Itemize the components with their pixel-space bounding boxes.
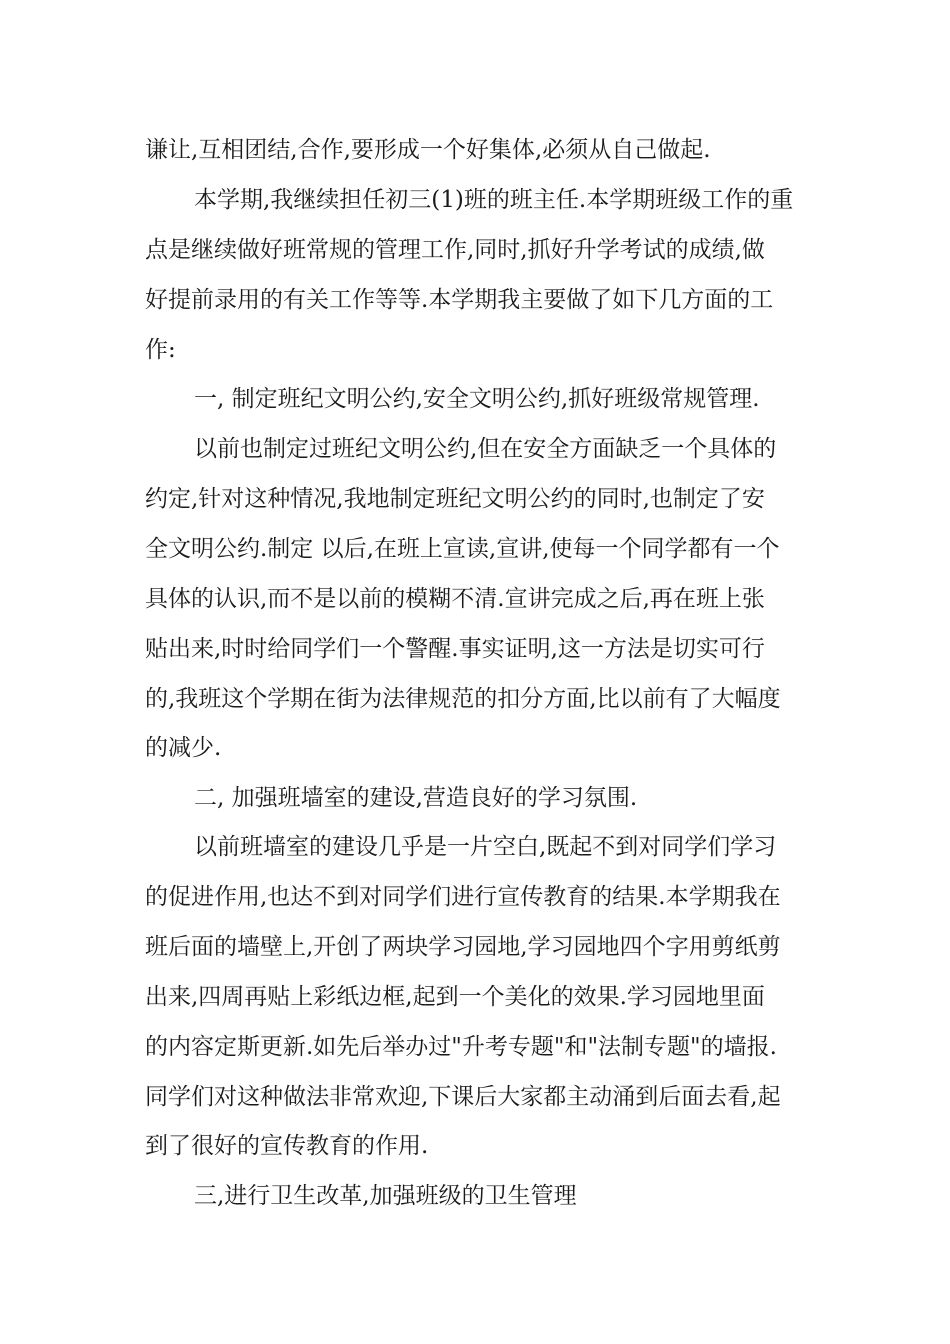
text-line: 的内容定斯更新.如先后举办过"升考专题"和"法制专题"的墙报. [145, 1034, 777, 1060]
text-line: 贴出来,时时给同学们一个警醒.事实证明,这一方法是切实可行 [145, 636, 765, 662]
section-heading: 三,进行卫生改革,加强班级的卫生管理 [194, 1183, 577, 1209]
section-heading: 一, 制定班纪文明公约,安全文明公约,抓好班级常规管理. [194, 386, 760, 412]
text-line: 班后面的墙壁上,开创了两块学习园地,学习园地四个字用剪纸剪 [145, 934, 781, 960]
text-line: 约定,针对这种情况,我地制定班纪文明公约的同时,也制定了安 [145, 486, 765, 512]
text-line: 点是继续做好班常规的管理工作,同时,抓好升学考试的成绩,做 [145, 237, 765, 263]
text-line: 谦让,互相团结,合作,要形成一个好集体,必须从自己做起. [145, 137, 711, 163]
text-line: 好提前录用的有关工作等等.本学期我主要做了如下几方面的工 [145, 287, 774, 313]
text-line: 的,我班这个学期在街为法律规范的扣分方面,比以前有了大幅度 [145, 686, 781, 712]
text-line: 以前班墙室的建设几乎是一片空白,既起不到对同学们学习 [194, 834, 777, 860]
text-line: 出来,四周再贴上彩纸边框,起到一个美化的效果.学习园地里面 [145, 984, 765, 1010]
text-line: 本学期,我继续担任初三(1)班的班主任.本学期班级工作的重 [194, 187, 794, 213]
text-line: 全文明公约.制定 以后,在班上宣读,宣讲,使每一个同学都有一个 [145, 536, 780, 562]
text-line: 的减少. [145, 735, 222, 761]
text-line: 到了很好的宣传教育的作用. [145, 1133, 429, 1159]
section-heading: 二, 加强班墙室的建设,营造良好的学习氛围. [194, 785, 638, 811]
text-line: 的促进作用,也达不到对同学们进行宣传教育的结果.本学期我在 [145, 884, 781, 910]
text-line: 具体的认识,而不是以前的模糊不清.宣讲完成之后,再在班上张 [145, 586, 765, 612]
text-line: 同学们对这种做法非常欢迎,下课后大家都主动涌到后面去看,起 [145, 1084, 781, 1110]
text-line: 作: [145, 337, 176, 363]
text-line: 以前也制定过班纪文明公约,但在安全方面缺乏一个具体的 [194, 436, 777, 462]
